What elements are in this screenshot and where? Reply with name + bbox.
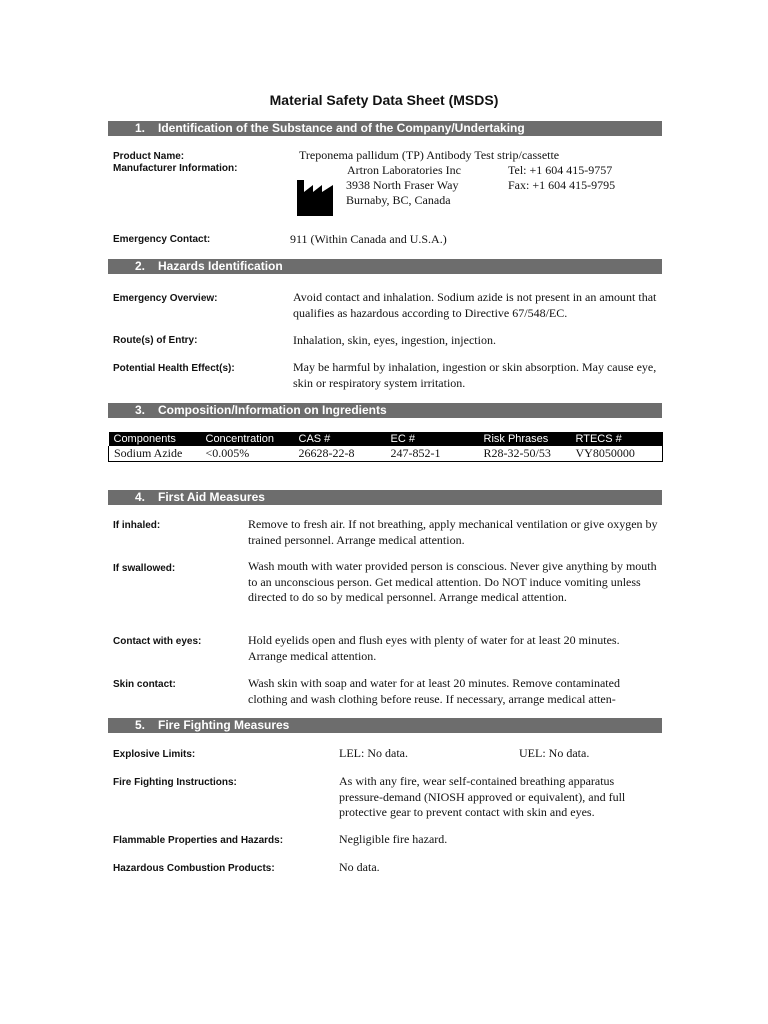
skin-contact-value: Wash skin with soap and water for at least 20 minutes. Remove contaminated clothing and wash clothing before reuse. If necessary, arrange medical atten-	[248, 676, 620, 706]
skin-contact-label: Skin contact:	[113, 679, 176, 690]
if-swallowed-label: If swallowed:	[113, 563, 176, 574]
section-number: 5.	[135, 718, 146, 732]
composition-table	[108, 432, 663, 462]
section-title: First Aid Measures	[158, 490, 265, 504]
fire-instructions-label: Fire Fighting Instructions:	[113, 777, 237, 788]
eye-contact-value: Hold eyelids open and flush eyes with plenty of water for at least 20 minutes. Arrange medical attention.	[248, 633, 620, 663]
uel-value: UEL: No data.	[519, 746, 590, 760]
flammable-properties-label: Flammable Properties and Hazards:	[113, 835, 284, 846]
manufacturer-label: Manufacturer Information:	[113, 163, 238, 174]
section-title: Composition/Information on Ingredients	[158, 403, 387, 417]
table-row	[109, 446, 663, 462]
table-cell: R28-32-50/53	[479, 446, 571, 462]
eye-contact-label: Contact with eyes:	[113, 636, 202, 647]
column-header: RTECS #	[571, 432, 663, 446]
table-cell: 247-852-1	[386, 446, 479, 462]
if-inhaled-label: If inhaled:	[113, 520, 161, 531]
routes-of-entry-value: Inhalation, skin, eyes, ingestion, injection.	[293, 333, 496, 347]
table-cell: VY8050000	[571, 446, 663, 462]
company-fax: Fax: +1 604 415-9795	[508, 178, 616, 192]
section-title: Hazards Identification	[158, 259, 283, 273]
lel-value: LEL: No data.	[339, 746, 408, 760]
section-number: 3.	[135, 403, 146, 417]
emergency-contact-label: Emergency Contact:	[113, 234, 211, 245]
section-3-header	[108, 403, 662, 418]
combustion-products-value: No data.	[339, 860, 380, 874]
column-header: Components	[109, 432, 201, 446]
column-header: Concentration	[201, 432, 294, 446]
company-tel: Tel: +1 604 415-9757	[508, 163, 613, 177]
emergency-overview-label: Emergency Overview:	[113, 293, 218, 304]
table-cell: 26628-22-8	[294, 446, 386, 462]
section-number: 2.	[135, 259, 146, 273]
section-2-header	[108, 259, 662, 274]
table-header-row	[109, 432, 663, 446]
section-title: Fire Fighting Measures	[158, 718, 290, 732]
table-cell: <0.005%	[201, 446, 294, 462]
combustion-products-label: Hazardous Combustion Products:	[113, 863, 275, 874]
section-number: 4.	[135, 490, 146, 504]
if-inhaled-value: Remove to fresh air. If not breathing, apply mechanical ventilation or give oxygen by trained personnel. Arrange medical attention.	[248, 517, 658, 547]
if-swallowed-value: Wash mouth with water provided person is conscious. Never give anything by mouth to an unconscious person. Get medical attention. Do NOT induce vomiting unless directed to do so by medical personnel. Arrange medical attention.	[248, 559, 657, 604]
product-name-value: Treponema pallidum (TP) Antibody Test strip/cassette	[299, 148, 560, 162]
company-address-line2: Burnaby, BC, Canada	[346, 193, 451, 207]
explosive-limits-label: Explosive Limits:	[113, 749, 196, 760]
column-header: Risk Phrases	[479, 432, 571, 446]
section-number: 1.	[135, 121, 146, 135]
emergency-overview-value: Avoid contact and inhalation. Sodium azide is not present in an amount that qualifies as hazardous according to Directive 67/548/EC.	[293, 290, 657, 320]
fire-instructions-value: As with any fire, wear self-contained breathing apparatus pressure-demand (NIOSH approved or equivalent), and full protective gear to prevent contact with skin and eyes.	[339, 774, 626, 819]
section-4-header	[108, 490, 662, 505]
health-effects-label: Potential Health Effect(s):	[113, 363, 235, 374]
emergency-contact-value: 911 (Within Canada and U.S.A.)	[290, 232, 447, 246]
section-title: Identification of the Substance and of the Company/Undertaking	[158, 121, 525, 135]
manufacturer-icon	[296, 172, 334, 217]
section-5-header	[108, 718, 662, 733]
table-cell: Sodium Azide	[109, 446, 201, 462]
product-name-label: Product Name:	[113, 151, 185, 162]
section-1-header	[108, 121, 662, 136]
routes-of-entry-label: Route(s) of Entry:	[113, 335, 198, 346]
health-effects-value: May be harmful by inhalation, ingestion or skin absorption. May cause eye, skin or respiratory system irritation.	[293, 360, 657, 390]
company-address-line1: 3938 North Fraser Way	[346, 178, 459, 192]
document-title: Material Safety Data Sheet (MSDS)	[269, 92, 499, 108]
company-name: Artron Laboratories Inc	[347, 163, 461, 177]
flammable-properties-value: Negligible fire hazard.	[339, 832, 448, 846]
column-header: EC #	[386, 432, 479, 446]
column-header: CAS #	[294, 432, 386, 446]
